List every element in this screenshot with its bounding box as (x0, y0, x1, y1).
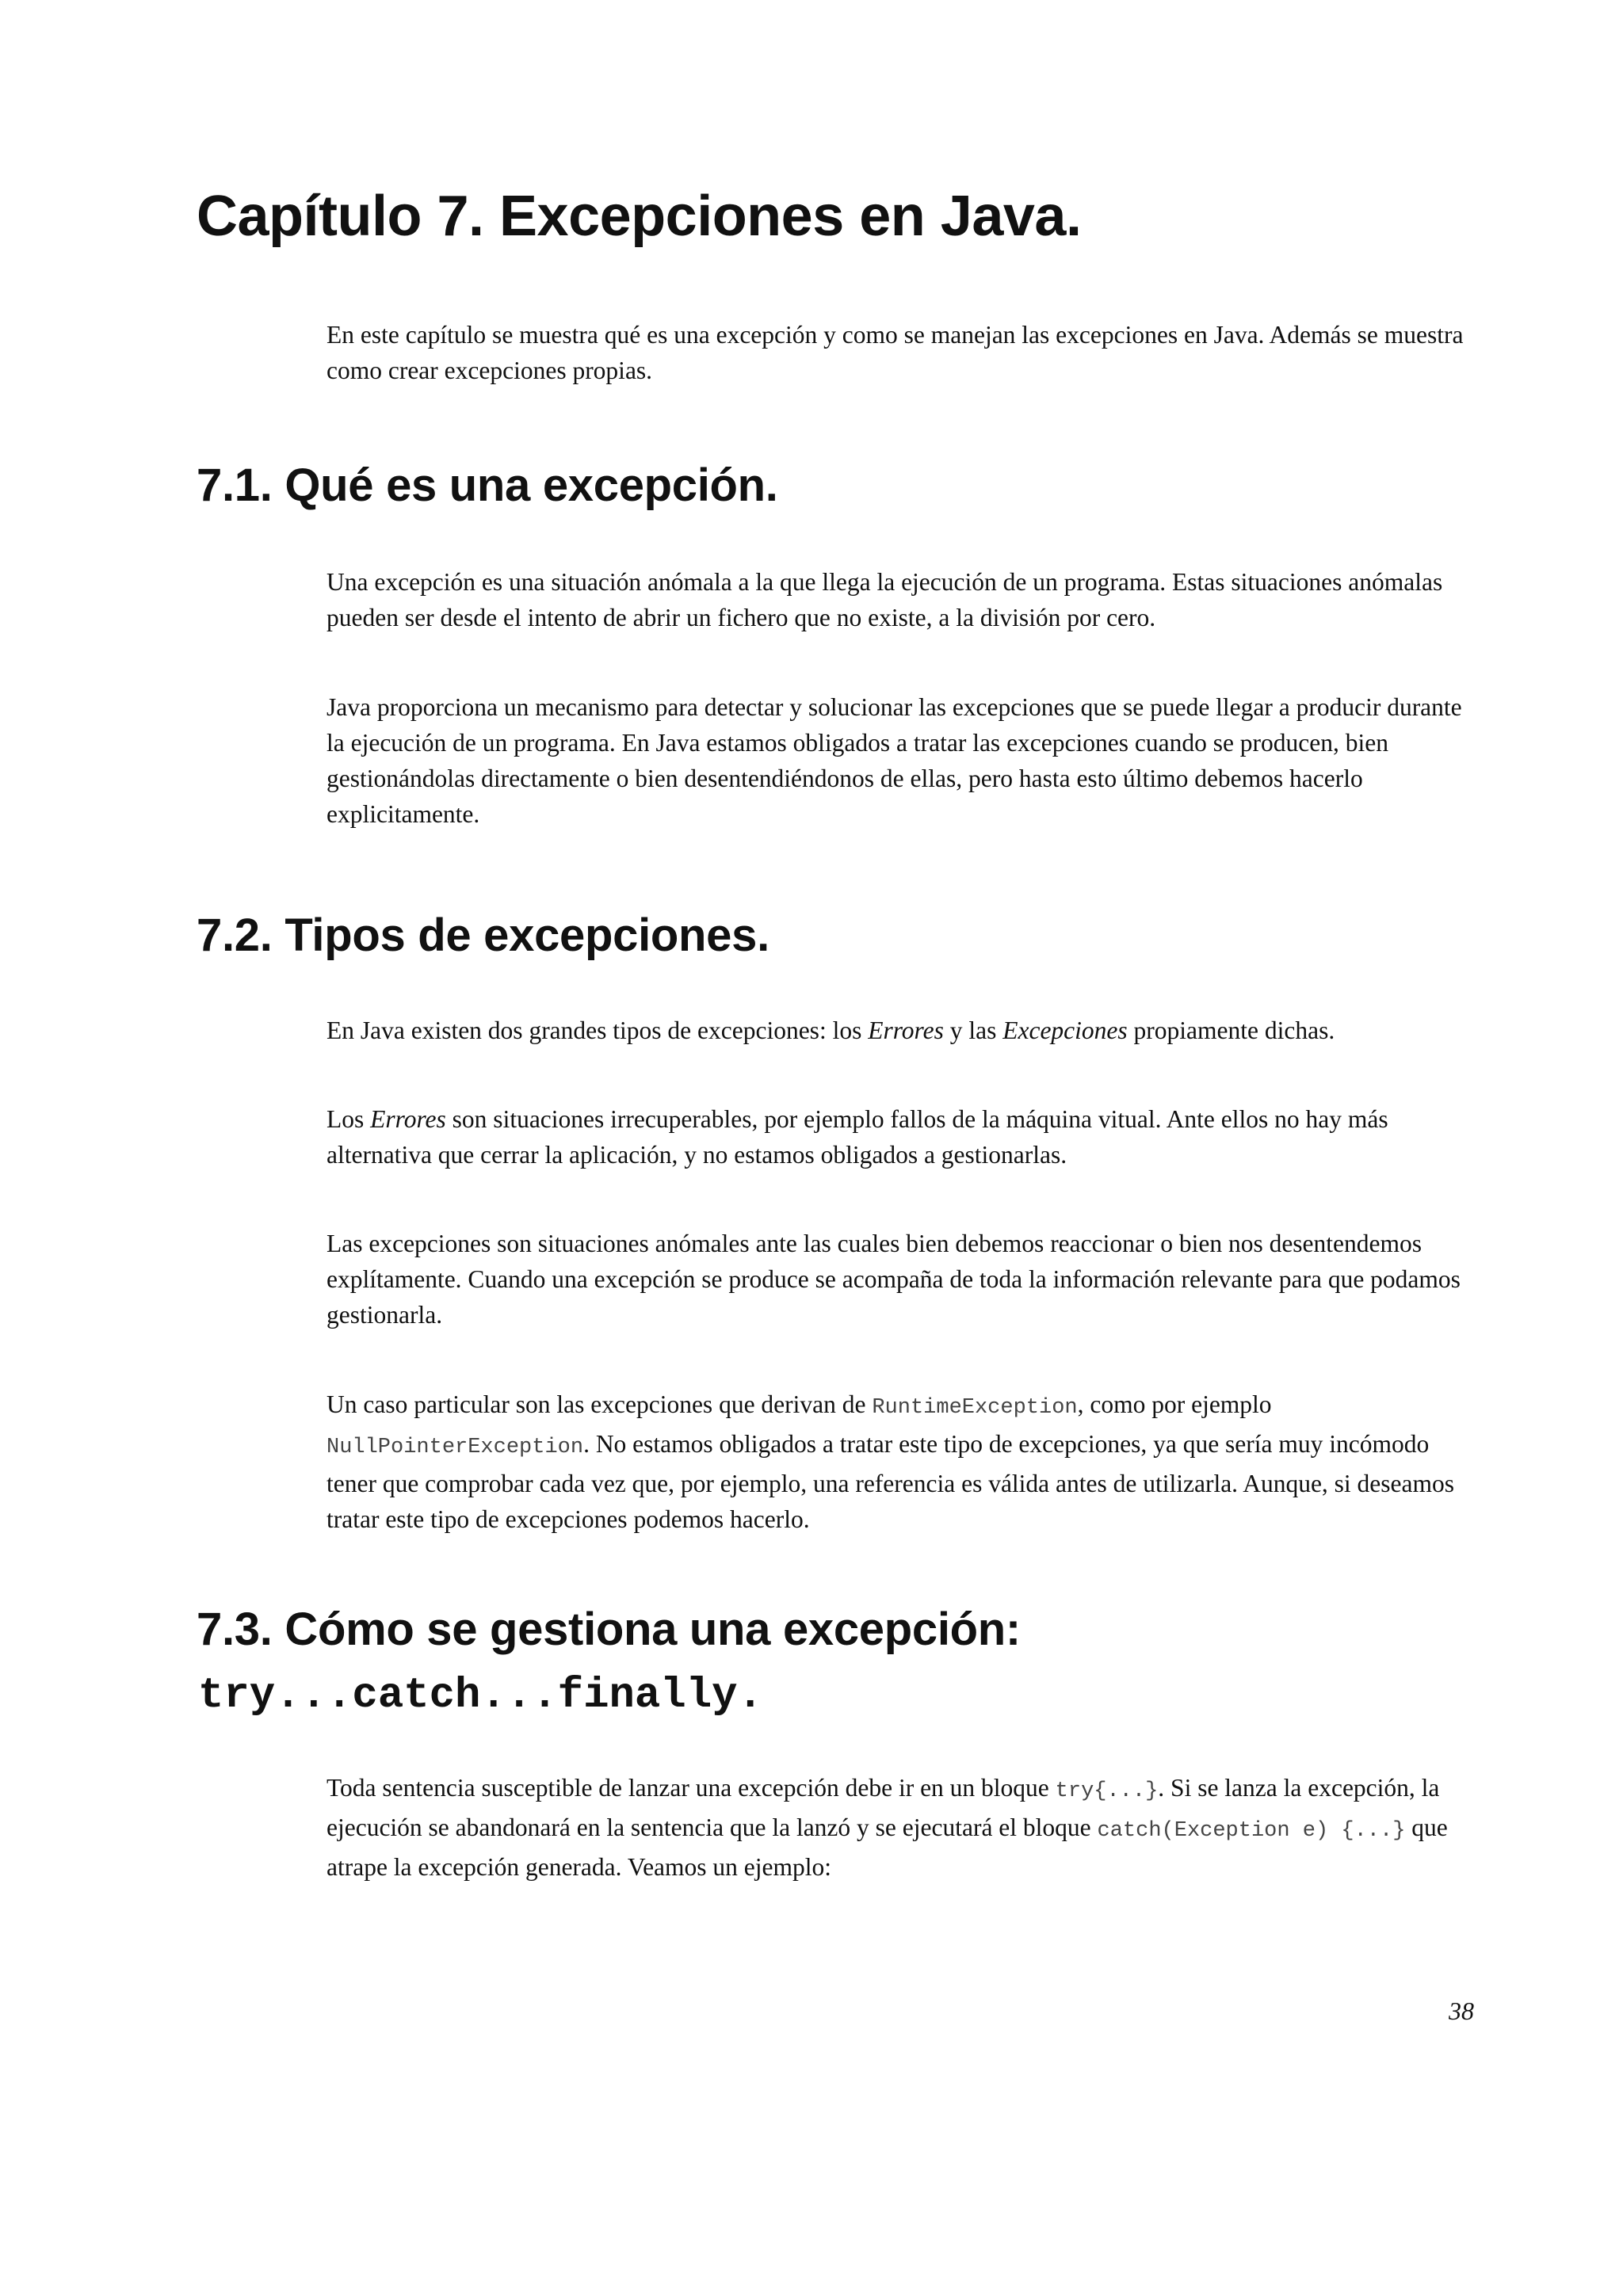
section-title-7-3-code: try...catch...finally. (198, 1672, 763, 1720)
text-run: que atrape la excepción generada. Veamos un ejemplo: (327, 1814, 1448, 1881)
emphasis-errores: Errores (868, 1016, 944, 1044)
chapter-intro-paragraph: En este capítulo se muestra qué es una excepción y como se manejan las excepciones en Java. Además se muestra como crear excepciones propias. (327, 321, 1464, 384)
text-run: , como por ejemplo (1077, 1390, 1272, 1418)
text-run: y las (943, 1016, 1003, 1044)
code-catch-block: catch(Exception e) {...} (1097, 1819, 1406, 1843)
section-title-7-1: 7.1. Qué es una excepción. (197, 460, 778, 511)
section-title-7-2: 7.2. Tipos de excepciones. (197, 910, 769, 961)
text-run: . Si se lanza la excepción, la ejecución se abandonará en la sentencia que la lanzó y se ejecutará el bloque (327, 1774, 1440, 1841)
text-run: Los (327, 1105, 371, 1133)
text-run: Un caso particular son las excepciones que derivan de (327, 1390, 873, 1418)
emphasis-excepciones: Excepciones (1002, 1016, 1128, 1044)
section-7-1-paragraph-1: Una excepción es una situación anómala a la que llega la ejecución de un programa. Estas situaciones anómalas pueden ser desde el intento de abrir un fichero que no existe, a la división por cero. (327, 568, 1443, 631)
section-7-2-paragraph-2 (327, 1101, 1484, 1173)
section-7-2-paragraph-3: Las excepciones son situaciones anómales ante las cuales bien debemos reaccionar o bien nos desentendemos explítamente. Cuando una excepción se produce se acompaña de toda la información relevante para que podamos gestionarla. (327, 1230, 1461, 1329)
chapter-title: Capítulo 7. Excepciones en Java. (197, 185, 1082, 248)
section-title-7-3: 7.3. Cómo se gestiona una excepción: (197, 1604, 1021, 1655)
section-7-1-paragraph-2: Java proporciona un mecanismo para detectar y solucionar las excepciones que se puede llegar a producir durante la ejecución de un programa. En Java estamos obligados a tratar las excepciones cuando se producen, bien gestionándolas directamente o bien desentendiéndonos de ellas, pero hasta esto último debemos hacerlo explicitamente. (327, 693, 1462, 828)
code-runtime-exception: RuntimeException (872, 1396, 1078, 1420)
text-run: propiamente dichas. (1127, 1016, 1335, 1044)
section-7-3-paragraph-1 (327, 1770, 1484, 1885)
text-run: Toda sentencia susceptible de lanzar una excepción debe ir en un bloque (327, 1774, 1056, 1802)
emphasis-errores: Errores (370, 1105, 446, 1133)
section-7-2-paragraph-1 (327, 1013, 1484, 1048)
text-run: . No estamos obligados a tratar este tipo de excepciones, ya que sería muy incómodo tener que comprobar cada vez que, por ejemplo, una referencia es válida antes de utilizarla. Aunque, si deseamos tratar este tipo de excepciones podemos hacerlo. (327, 1430, 1455, 1533)
page-number: 38 (1449, 1997, 1474, 2025)
section-7-2-paragraph-4 (327, 1386, 1484, 1537)
code-try-block: try{...} (1055, 1779, 1159, 1803)
code-null-pointer-exception: NullPointerException (327, 1436, 584, 1459)
text-run: son situaciones irrecuperables, por ejemplo fallos de la máquina vitual. Ante ellos no hay más alternativa que cerrar la aplicación, y no estamos obligados a gestionarlas. (327, 1105, 1388, 1169)
text-run: En Java existen dos grandes tipos de excepciones: los (327, 1016, 869, 1044)
